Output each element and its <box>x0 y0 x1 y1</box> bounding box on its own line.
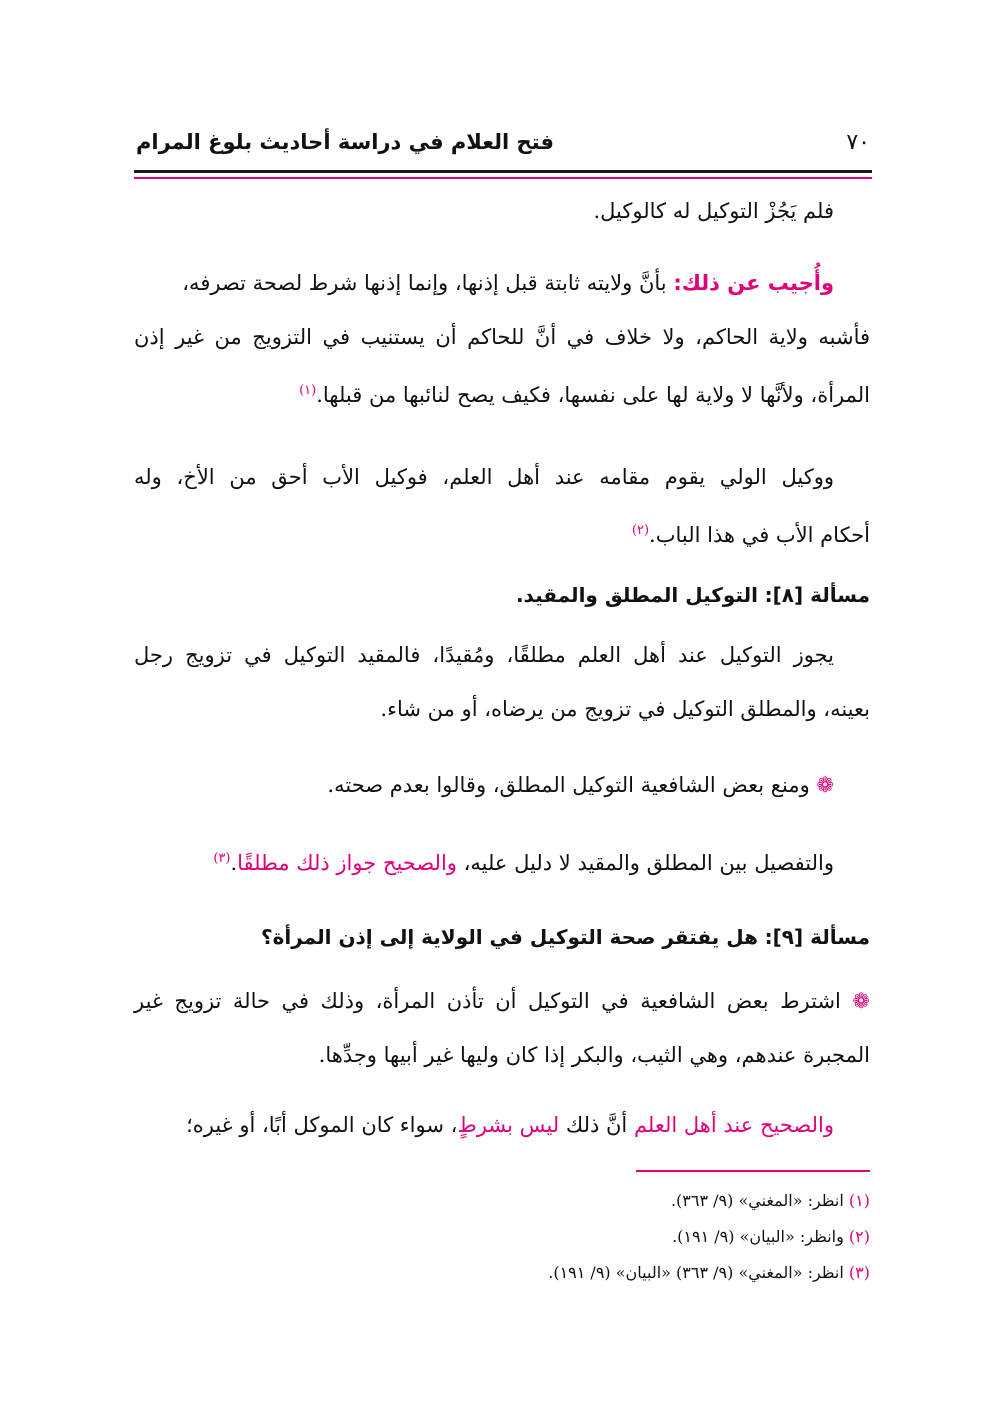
highlight-not-condition: ليس بشرطٍ <box>457 1113 560 1137</box>
running-title: فتح العلام في دراسة أحاديث بلوغ المرام <box>136 130 554 154</box>
paragraph-4-line-2: بعينه، والمطلق التوكيل في تزويج من يرضاه، أو من شاء. <box>380 697 870 721</box>
paragraph-6: والتفصيل بين المطلق والمقيد لا دليل عليه، والصحيح جواز ذلك مطلقًا.$^{(٣)}$ <box>213 851 834 875</box>
paragraph-4-line-1: يجوز التوكيل عند أهل العلم مطلقًا، ومُقيدًا، فالمقيد التوكيل في تزويج رجل <box>134 643 834 667</box>
issue-9-label: مسألة [٩]: <box>764 925 870 949</box>
paragraph-2-line-3: المرأة، ولأنَّها لا ولاية لها على نفسها، فكيف يصح لنائبها من قبلها.$^{(١)}$ <box>299 383 870 407</box>
footnote-2: (٢) وانظر: «البيان» (٩/ ١٩١). <box>672 1227 870 1246</box>
paragraph-3-line-1: ووكيل الولي يقوم مقامه عند أهل العلم، فوكيل الأب أحق من الأخ، وله <box>134 465 834 489</box>
issue-8-title: التوكيل المطلق والمقيد. <box>515 583 758 607</box>
paragraph-8: والصحيح عند أهل العلم أنَّ ذلك ليس بشرطٍ، سواء كان الموكل أبًا، أو غيره؛ <box>186 1113 834 1137</box>
page-header <box>134 128 872 162</box>
footnote-ref-1[interactable]: (١) <box>299 383 317 398</box>
flower-bullet-icon: ❁ <box>852 989 870 1013</box>
footnote-ref-3[interactable]: (٣) <box>213 851 231 866</box>
issue-8-heading <box>134 580 870 610</box>
paragraph-5: ❁ ومنع بعض الشافعية التوكيل المطلق، وقالوا بعدم صحته. <box>327 773 834 797</box>
highlight-conclusion: والصحيح جواز ذلك مطلقًا <box>237 851 457 875</box>
paragraph-1: فلم يَجُزْ التوكيل له كالوكيل. <box>593 199 834 223</box>
header-rule-dark <box>134 170 872 173</box>
paragraph-3-line-2: أحكام الأب في هذا الباب.$^{(٢)}$ <box>631 523 870 547</box>
paragraph-2-line-1: وأُجيب عن ذلك: بأنَّ ولايته ثابتة قبل إذنها، وإنما إذنها شرط لصحة تصرفه، <box>182 271 834 295</box>
page-number: ٧٠ <box>846 130 870 155</box>
issue-9-title: هل يفتقر صحة التوكيل في الولاية إلى إذن المرأة؟ <box>261 925 758 949</box>
issue-9-heading <box>134 922 870 952</box>
highlight-correct-view: والصحيح عند أهل العلم <box>633 1113 834 1137</box>
header-rule-accent <box>134 177 872 179</box>
issue-8-label: مسألة [٨]: <box>764 583 870 607</box>
paragraph-7-line-2: المجبرة عندهم، وهي الثيب، والبكر إذا كان وليها غير أبيها وجدِّها. <box>318 1043 870 1067</box>
answer-lead: وأُجيب عن ذلك: <box>673 271 834 295</box>
paragraph-7-line-1: ❁ اشترط بعض الشافعية في التوكيل أن تأذن المرأة، وذلك في حالة تزويج غير <box>134 989 870 1013</box>
flower-bullet-icon: ❁ <box>816 773 834 797</box>
footnote-ref-2[interactable]: (٢) <box>631 523 650 538</box>
footnote-separator <box>636 1170 870 1172</box>
footnote-3: (٣) انظر: «المغني» (٩/ ٣٦٣) «البيان» (٩/ ١٩١). <box>548 1263 870 1282</box>
paragraph-2-line-2: فأشبه ولاية الحاكم، ولا خلاف في أنَّ للحاكم أن يستنيب في التزويج من غير إذن <box>134 325 870 349</box>
footnote-1: (١) انظر: «المغني» (٩/ ٣٦٣). <box>670 1191 870 1210</box>
